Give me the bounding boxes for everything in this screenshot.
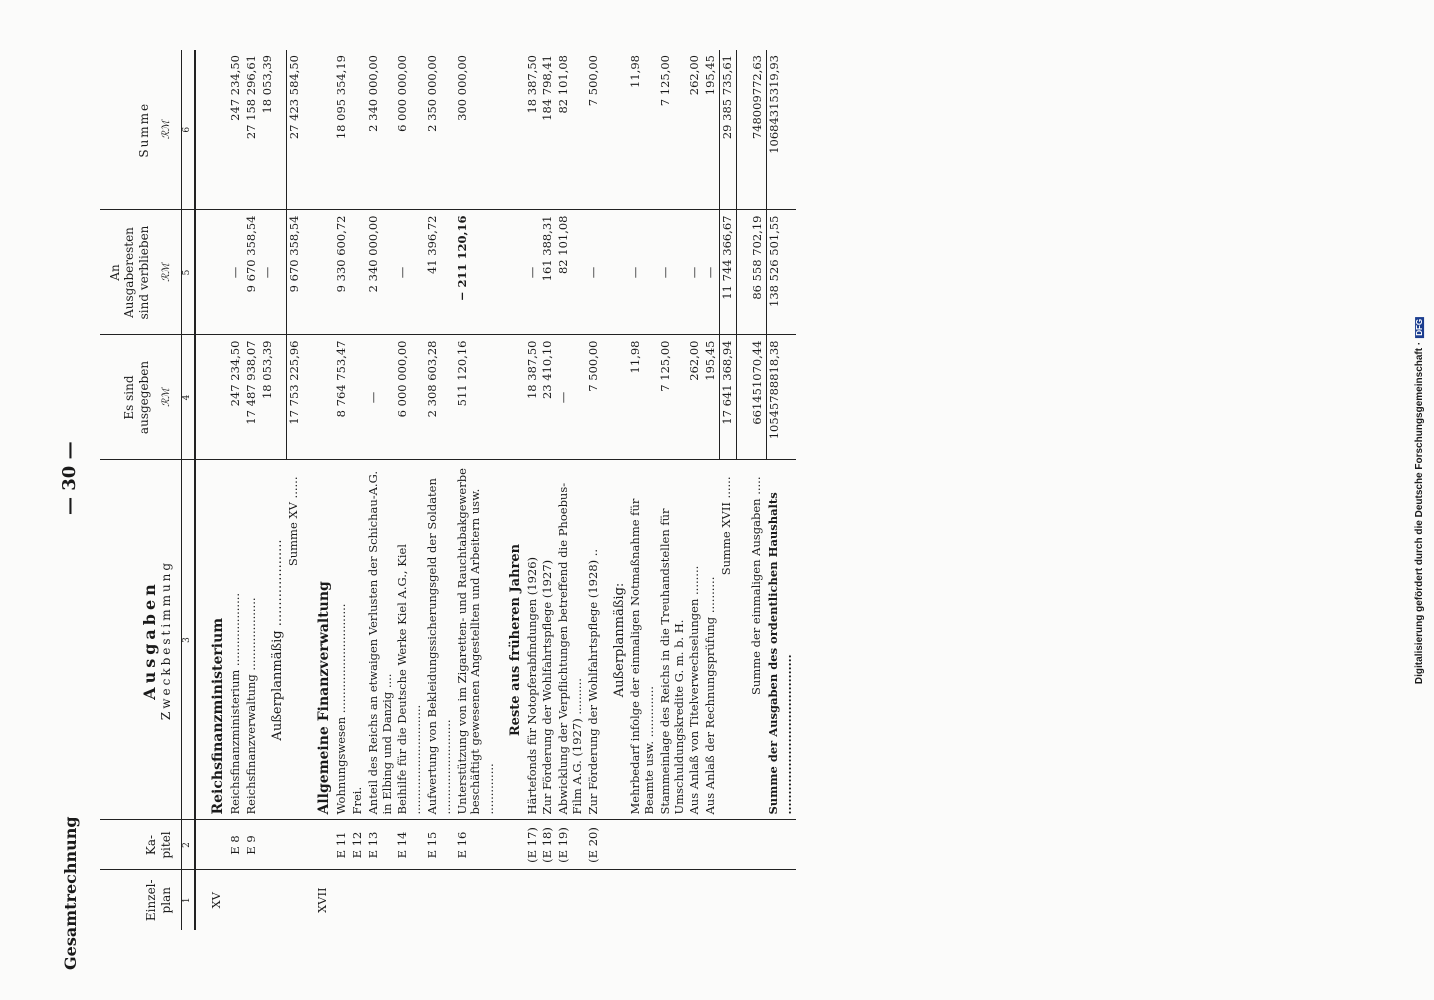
table-row <box>260 50 287 930</box>
kapitel-cell: E 9 <box>244 820 260 870</box>
description-cell: Zur Förderung der Wohlfahrtspflege (1927) <box>540 460 556 820</box>
ausgabereste-cell: — <box>525 210 541 335</box>
ausgegeben-cell: 262,00 <box>687 335 703 460</box>
table-row <box>540 50 556 930</box>
header-ausgaben-subtitle: Zweckbestimmung <box>158 559 173 721</box>
table-row <box>556 50 586 930</box>
summe-cell: 11,98 <box>628 50 658 210</box>
ausgegeben-cell: 7 125,00 <box>658 335 688 460</box>
summe-cell: 27 423 584,50 <box>286 50 302 210</box>
section-heading: Reichsfinanzministerium <box>195 460 228 820</box>
table-row <box>228 50 244 930</box>
unit-col6: ℛℳ <box>161 120 173 140</box>
table-row <box>302 50 334 930</box>
description-cell: Mehrbedarf infolge der einmaligen Notmaßnahme für Beamte usw. .............. <box>628 460 658 820</box>
description-cell: Reichsfinanzministerium .................... <box>228 460 244 820</box>
ausgegeben-cell: — <box>556 335 586 460</box>
summe-cell: 2 350 000,00 <box>425 50 455 210</box>
kapitel-cell: E 15 <box>425 820 455 870</box>
summe-cell: 195,45 <box>703 50 719 210</box>
summe-cell: 300 000,00 <box>455 50 498 210</box>
summe-cell: 27 158 296,61 <box>244 50 260 210</box>
description-cell: Stammeinlage des Reichs in die Treuhandstellen für Umschuldungskredite G. m. b. H. <box>658 460 688 820</box>
ausgabereste-cell: — <box>586 210 602 335</box>
unit-col5: ℛℳ <box>161 263 173 282</box>
summe-cell: 748009772,63 <box>736 50 766 210</box>
colnum-2: 2 <box>182 820 196 870</box>
summe-cell: 262,00 <box>687 50 703 210</box>
ausgabereste-cell: — <box>628 210 658 335</box>
ausgegeben-cell: 6 000 000,00 <box>395 335 425 460</box>
header-ausgaben <box>100 460 182 820</box>
description-cell: Härtefonds für Notopferabfindungen (1926) <box>525 460 541 820</box>
colnum-5: 5 <box>182 210 196 335</box>
grand-total-row <box>766 50 796 930</box>
summe-cell: 7 500,00 <box>586 50 602 210</box>
unit-col4: ℛℳ <box>161 388 173 407</box>
ausgabereste-cell: 2 340 000,00 <box>366 210 396 335</box>
ausgabereste-cell: 161 388,31 <box>540 210 556 335</box>
ausgabereste-cell: 9 670 358,54 <box>286 210 302 335</box>
table-row <box>425 50 455 930</box>
kapitel-cell: (E 18) <box>540 820 556 870</box>
digitization-credit <box>1410 8 1430 992</box>
description-cell: Anteil des Reichs an etwaigen Verlusten der Schichau-A.G. in Elbing und Danzig .... <box>366 460 396 820</box>
table-row <box>334 50 350 930</box>
subtotal-label: Summe XV ...... <box>286 460 302 820</box>
summe-cell: 82 101,08 <box>556 50 586 210</box>
colnum-4: 4 <box>182 335 196 460</box>
description-cell: Wohnungswesen .............................. <box>334 460 350 820</box>
ausgegeben-cell: 10545788818,38 <box>766 335 796 460</box>
description-cell: Aus Anlaß der Rechnungsprüfung .......... <box>703 460 719 820</box>
running-head <box>40 20 80 970</box>
description-cell: Reichsfinanzverwaltung .................... <box>244 460 260 820</box>
kapitel-cell: E 16 <box>455 820 498 870</box>
kapitel-cell <box>195 820 228 870</box>
total-row <box>736 50 766 930</box>
kapitel-cell: E 11 <box>334 820 350 870</box>
table-row <box>525 50 541 930</box>
table-row <box>350 50 366 930</box>
ausgegeben-cell: 18 053,39 <box>260 335 287 460</box>
header-einzelplan: Einzel- plan <box>100 870 182 930</box>
summe-cell: 29 385 735,61 <box>719 50 736 210</box>
colnum-1: 1 <box>182 870 196 930</box>
table-row <box>455 50 498 930</box>
description-cell: Abwicklung der Verpflichtungen betreffend die Phoebus-Film A.G. (1927) .......... <box>556 460 586 820</box>
ausgabereste-cell: — <box>687 210 703 335</box>
einzelplan-cell: XV <box>209 892 224 909</box>
subtotal-label: Summe XVII ...... <box>719 460 736 820</box>
ausgegeben-cell: 17 641 368,94 <box>719 335 736 460</box>
summe-cell <box>195 50 228 210</box>
ausgegeben-cell: 17 487 938,07 <box>244 335 260 460</box>
kapitel-cell: (E 17) <box>525 820 541 870</box>
summe-cell: 18 095 354,19 <box>334 50 350 210</box>
table-row <box>366 50 396 930</box>
summe-cell: 2 340 000,00 <box>366 50 396 210</box>
header-ausgegeben-label: Es sind ausgegeben <box>122 360 151 435</box>
subsection-heading: Reste aus früheren Jahren <box>498 460 525 820</box>
summe-cell: 18 053,39 <box>260 50 287 210</box>
description-cell: Außerplanmäßig ..................... <box>260 460 287 820</box>
expenditure-table <box>100 50 796 930</box>
kapitel-cell: E 12 <box>350 820 366 870</box>
ausgabereste-cell: 9 670 358,54 <box>244 210 260 335</box>
description-cell: Beihilfe für die Deutsche Werke Kiel A.G., Kiel .............................. <box>395 460 425 820</box>
summe-cell: 6 000 000,00 <box>395 50 425 210</box>
table-row <box>687 50 703 930</box>
kapitel-cell: E 13 <box>366 820 396 870</box>
table-row <box>628 50 658 930</box>
total-label: Summe der einmaligen Ausgaben ..... <box>736 460 766 820</box>
ausgabereste-cell: — <box>703 210 719 335</box>
colnum-6: 6 <box>182 50 196 210</box>
ausgegeben-cell: 247 234,50 <box>228 335 244 460</box>
summe-cell: 184 798,41 <box>540 50 556 210</box>
ausgabereste-cell: — <box>260 210 287 335</box>
header-ausgabereste <box>100 210 182 335</box>
subsection-heading: Außerplanmäßig: <box>602 460 629 820</box>
table-row <box>703 50 719 930</box>
ausgegeben-cell: 2 308 603,28 <box>425 335 455 460</box>
summe-cell: 10684315319,93 <box>766 50 796 210</box>
description-cell: Aus Anlaß von Titelverwechselungen ........ <box>687 460 703 820</box>
column-number-row <box>182 50 196 930</box>
ausgabereste-cell: — <box>228 210 244 335</box>
ausgabereste-cell: 11 744 366,67 <box>719 210 736 335</box>
description-cell: Unterstützung von im Zigaretten- und Rauchtabakgewerbe beschäftigt gewesenen Angestellten und Arbeitern usw. .............. <box>455 460 498 820</box>
summe-cell: 7 125,00 <box>658 50 688 210</box>
ausgegeben-cell: — <box>366 335 396 460</box>
grand-total-label: Summe der Ausgaben des ordentlichen Haushalts ........................................ <box>766 460 796 820</box>
header-ausgaben-title: Ausgaben <box>139 580 159 700</box>
rotated-page <box>40 0 1410 1000</box>
table-row <box>498 50 525 930</box>
ausgegeben-cell: 195,45 <box>703 335 719 460</box>
ausgegeben-cell: 7 500,00 <box>586 335 602 460</box>
ausgabereste-cell <box>195 210 228 335</box>
section-heading: Allgemeine Finanzverwaltung <box>302 460 334 820</box>
header-ausgegeben <box>100 335 182 460</box>
ausgegeben-cell: 17 753 225,96 <box>286 335 302 460</box>
header-summe-label: Summe <box>136 101 151 158</box>
ausgabereste-cell: — <box>658 210 688 335</box>
description-cell: Frei. <box>350 460 366 820</box>
page-number: — 30 — <box>59 441 80 515</box>
table-row <box>395 50 425 930</box>
ausgabereste-cell: 86 558 702,19 <box>736 210 766 335</box>
ausgegeben-cell: 511 120,16 <box>455 335 498 460</box>
ausgegeben-cell: 11,98 <box>628 335 658 460</box>
kapitel-cell: E 14 <box>395 820 425 870</box>
digitization-credit-text: Digitalisierung gefördert durch die Deutsche Forschungsgemeinschaft · <box>1414 341 1426 684</box>
ausgabereste-cell: 41 396,72 <box>425 210 455 335</box>
description-cell: Zur Förderung der Wohlfahrtspflege (1928) .. <box>586 460 602 820</box>
summe-cell: 247 234,50 <box>228 50 244 210</box>
ausgegeben-cell: 8 764 753,47 <box>334 335 350 460</box>
ausgabereste-cell: — <box>395 210 425 335</box>
table-row <box>602 50 629 930</box>
header-kapitel: Ka- pitel <box>100 820 182 870</box>
header-row <box>100 50 182 930</box>
ausgegeben-cell: 23 410,10 <box>540 335 556 460</box>
table-row <box>586 50 602 930</box>
ausgabereste-cell: − 211 120,16 <box>455 210 498 335</box>
dfg-logo: DFG <box>1415 318 1425 336</box>
running-head-title: Gesamtrechnung <box>61 816 80 970</box>
kapitel-cell: (E 20) <box>586 820 602 870</box>
ausgabereste-cell: 9 330 600,72 <box>334 210 350 335</box>
summe-cell: 18 387,50 <box>525 50 541 210</box>
header-summe <box>100 50 182 210</box>
description-cell: Aufwertung von Bekleidungssicherungsgeld der Soldaten .......................... <box>425 460 455 820</box>
einzelplan-cell: XVII <box>315 887 330 914</box>
ausgegeben-cell: 661451070,44 <box>736 335 766 460</box>
ausgegeben-cell: 18 387,50 <box>525 335 541 460</box>
kapitel-cell: E 8 <box>228 820 244 870</box>
table-row <box>195 50 228 930</box>
header-ausgabereste-label: An Ausgaberesten sind verblieben <box>108 225 151 320</box>
subtotal-row <box>719 50 736 930</box>
colnum-3: 3 <box>182 460 196 820</box>
ausgegeben-cell <box>195 335 228 460</box>
subtotal-row <box>286 50 302 930</box>
ausgabereste-cell: 138 526 501,55 <box>766 210 796 335</box>
kapitel-cell: (E 19) <box>556 820 586 870</box>
ausgabereste-cell: 82 101,08 <box>556 210 586 335</box>
table-row <box>658 50 688 930</box>
table-row <box>244 50 260 930</box>
